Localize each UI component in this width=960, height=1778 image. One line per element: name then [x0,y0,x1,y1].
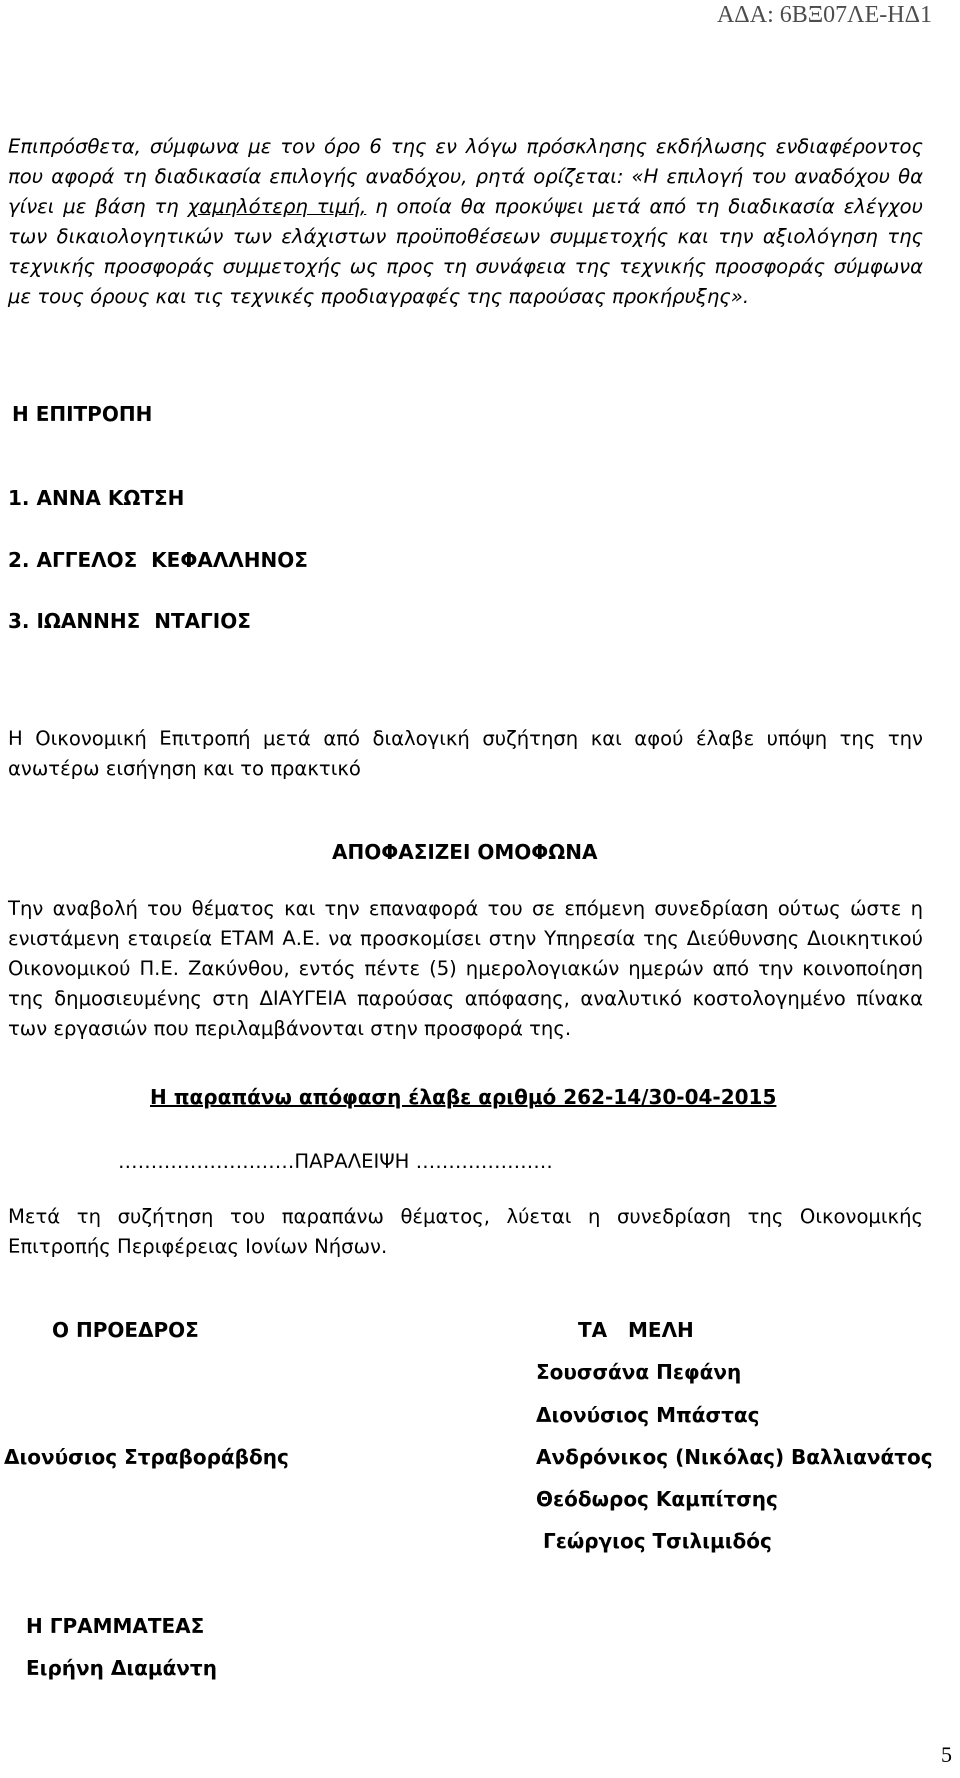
president-name: Διονύσιος Στραβοράβδης [4,1445,289,1469]
member-4: Θεόδωρος Καμπίτσης [536,1487,778,1511]
committee-heading: Η ΕΠΙΤΡΟΠΗ [12,402,153,426]
committee-member-2: 2. ΑΓΓΕΛΟΣ ΚΕΦΑΛΛΗΝΟΣ [8,548,308,572]
decision-paragraph: Την αναβολή του θέματος και την επαναφορά του σε επόμενη συνεδρίαση ούτως ώστε η ενιστάμενη εταιρεία ΕΤΑΜ Α.Ε. να προσκομίσει στην Υπηρεσία της Διεύθυνσης Διοικητικού Οικονομικού Π.Ε. Ζακύνθου, εντός πέντε (5) ημερολογιακών ημερών από την κοινοποίηση της δημοσιευμένης στη ΔΙΑΥΓΕΙΑ παρούσας απόφασης, αναλυτικό κοστολογημένο πίνακα των εργασιών που περιλαμβάνονται στην προσφορά της. [8,897,923,1040]
members-title: ΤΑ ΜΕΛΗ [578,1318,694,1342]
member-1: Σουσσάνα Πεφάνη [536,1360,742,1384]
president-title: Ο ΠΡΟΕΔΡΟΣ [52,1318,199,1342]
closing-paragraph: Μετά τη συζήτηση του παραπάνω θέματος, λύεται η συνεδρίαση της Οικονομικής Επιτροπής Περιφέρειας Ιονίων Νήσων. [8,1205,923,1258]
intro-paragraph [8,132,923,312]
deliberation-paragraph: Η Οικονομική Επιτροπή μετά από διαλογική συζήτηση και αφού έλαβε υπόψη της την ανωτέρω εισήγηση και το πρακτικό [8,727,923,780]
intro-part1: Επιπρόσθετα, σύμφωνα με τον όρο 6 της εν λόγω πρόσκλησης εκδήλωσης ενδιαφέροντος που αφορά τη διαδικασία επιλογής αναδόχου, ρητά ορίζεται: «Η επιλογή του αναδόχου θα γίνει με βάση τη [8,135,923,218]
intro-part2: η οποία θα προκύψει μετά από τη διαδικασία ελέγχου των δικαιολογητικών των ελάχιστων προϋποθέσεων συμμετοχής και την αξιολόγηση της τεχνικής προσφοράς συμμετοχής ως προς τη συνάφεια της τεχνικής προσφοράς σύμφωνα με τους όρους και τις τεχνικές προδιαγραφές της παρούσας προκήρυξης». [8,195,923,308]
member-3: Ανδρόνικος (Νικόλας) Βαλλιανάτος [536,1445,933,1469]
secretary-name: Ειρήνη Διαμάντη [26,1656,217,1680]
intro-underlined: χαμηλότερη τιμή, [187,195,367,218]
omission-line: ………………………ΠΑΡΑΛΕΙΨΗ ………………… [118,1150,553,1173]
page-number: 5 [941,1742,952,1767]
decision-number: Η παραπάνω απόφαση έλαβε αριθμό 262-14/30-04-2015 [150,1085,777,1109]
ada-code: ΑΔΑ: 6ΒΞ07ΛΕ-ΗΔ1 [716,2,932,28]
secretary-title: Η ΓΡΑΜΜΑΤΕΑΣ [26,1614,205,1638]
decision-heading: ΑΠΟΦΑΣΙΖΕΙ ΟΜΟΦΩΝΑ [332,840,598,864]
committee-member-1: 1. ΑΝΝΑ ΚΩΤΣΗ [8,486,185,510]
member-2: Διονύσιος Μπάστας [536,1403,760,1427]
committee-member-3: 3. ΙΩΑΝΝΗΣ ΝΤΑΓΙΟΣ [8,609,251,633]
member-5: Γεώργιος Τσιλιμιδός [536,1529,772,1553]
